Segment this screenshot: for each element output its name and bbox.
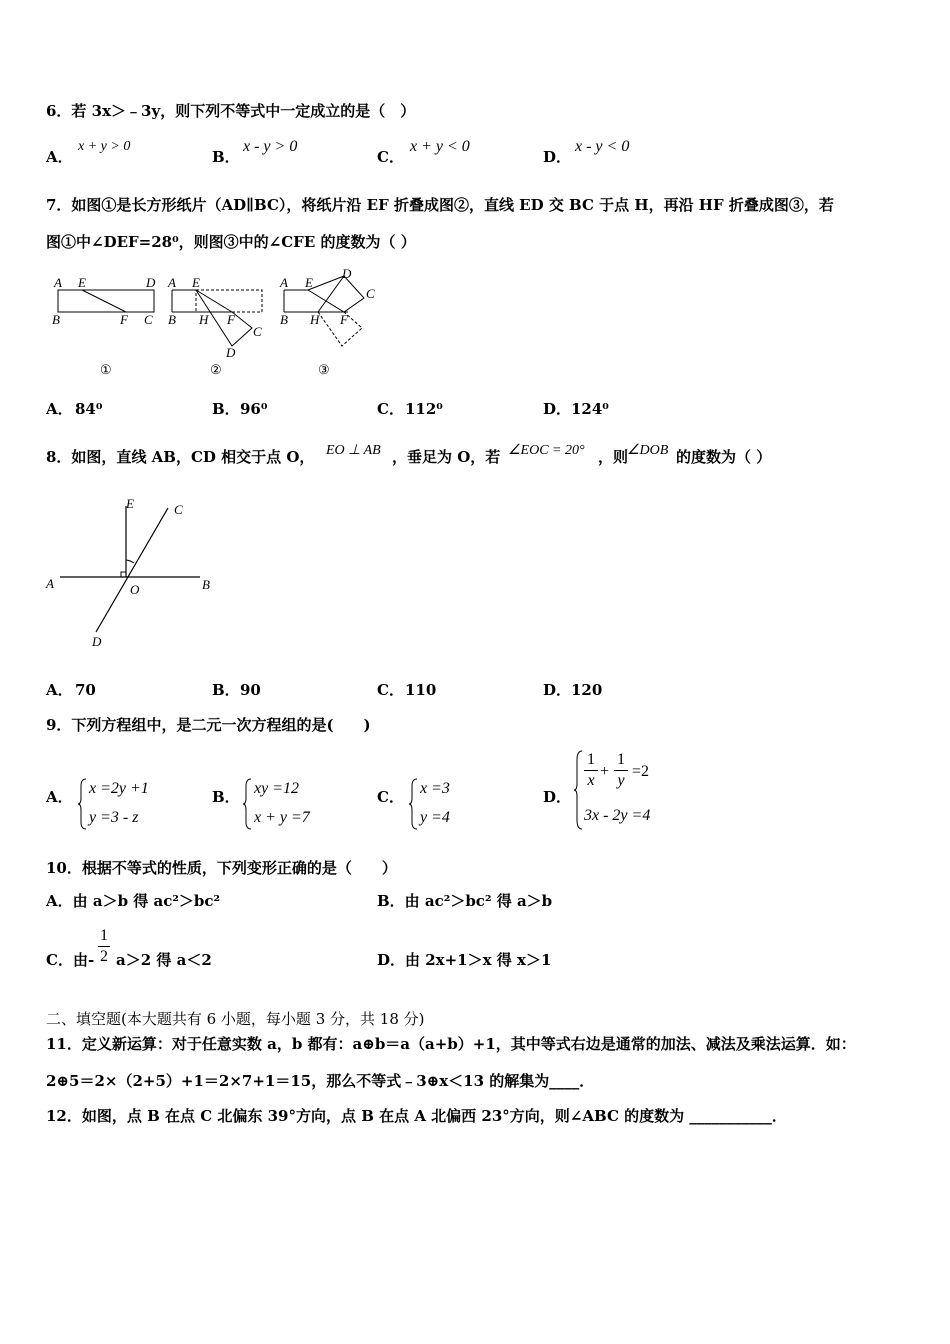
q10-option-b: B．由 ac²＞bc² 得 a＞b bbox=[377, 892, 553, 910]
q7-fig1-label-f: F bbox=[120, 312, 128, 327]
q7-fig3-label-d: D bbox=[342, 266, 352, 281]
q7-fig2-number: ② bbox=[210, 362, 222, 377]
q8-option-d-value: 120 bbox=[571, 681, 603, 699]
q7-fig1-number: ① bbox=[100, 362, 112, 377]
q7-fig3-label-b: B bbox=[280, 312, 288, 327]
q8-label-a: A bbox=[46, 576, 54, 591]
q8-stem-d: 的度数为（ ） bbox=[676, 448, 772, 466]
q7-fig2-label-e: E bbox=[192, 275, 200, 290]
q9-option-d-frac2 bbox=[614, 752, 628, 789]
q7-fig2-label-d: D bbox=[226, 345, 236, 360]
q7-figure bbox=[46, 266, 406, 380]
q8-figure bbox=[40, 492, 240, 662]
q8-label-e: E bbox=[126, 496, 134, 511]
q8-option-a-label: A． bbox=[46, 681, 73, 699]
q7-fig1-label-e: E bbox=[78, 275, 86, 290]
q9-option-d-frac1-den: x bbox=[587, 772, 595, 789]
q8-label-b: B bbox=[202, 577, 210, 592]
q9-option-b-brace bbox=[243, 778, 253, 830]
q9-option-d-frac1-num: 1 bbox=[587, 751, 595, 768]
q7-fig2-label-b: B bbox=[168, 312, 176, 327]
q6-option-d-expr: x - y < 0 bbox=[575, 138, 630, 155]
q8-expr-angle-eoc: ∠EOC = 20° bbox=[508, 443, 585, 458]
q7-option-c-label: C． bbox=[377, 400, 404, 418]
q7-fig3-label-f: F bbox=[340, 312, 348, 327]
q8-option-b-value: 90 bbox=[240, 681, 261, 699]
q9-option-a-brace bbox=[78, 778, 88, 830]
q8-label-c: C bbox=[174, 502, 183, 517]
q9-option-b-eq1: xy =12 bbox=[254, 780, 299, 797]
q7-stem-line1: 7．如图①是长方形纸片（AD∥BC），将纸片沿 EF 折叠成图②，直线 ED 交 BC 于点 H，再沿 HF 折叠成图③，若 bbox=[46, 196, 834, 214]
q7-fig2-label-a: A bbox=[168, 275, 176, 290]
q9-stem: 9．下列方程组中，是二元一次方程组的是( ) bbox=[46, 716, 371, 734]
q6-option-b-label: B． bbox=[212, 148, 240, 166]
q11-line1: 11．定义新运算：对于任意实数 a，b 都有：a⊕b＝a（a+b）+1，其中等式右边是通常的加法、减法及乘法运算．如： bbox=[46, 1035, 856, 1053]
q7-fig3-label-h: H bbox=[310, 312, 320, 327]
q9-option-d-eq2: 3x - 2y =4 bbox=[584, 807, 651, 824]
q7-fig1-label-a: A bbox=[54, 275, 62, 290]
q8-stem-b: ，垂足为 O，若 bbox=[392, 448, 501, 466]
q7-fig1-label-d: D bbox=[146, 275, 156, 290]
q8-option-d-label: D． bbox=[543, 681, 572, 699]
q7-fig3-label-a: A bbox=[280, 275, 288, 290]
q9-option-d-brace bbox=[574, 750, 584, 830]
q7-stem-line2: 图①中∠DEF=28⁰，则图③中的∠CFE 的度数为（ ） bbox=[46, 233, 416, 251]
q11-line2: 2⊕5＝2×（2+5）+1＝2×7+1＝15，那么不等式﹣3⊕x＜13 的解集为____． bbox=[46, 1072, 595, 1090]
q8-option-b-label: B． bbox=[212, 681, 240, 699]
q9-option-b-label: B． bbox=[212, 788, 240, 806]
q10-stem: 10．根据不等式的性质，下列变形正确的是（ ） bbox=[46, 859, 397, 877]
q7-fig1-label-b: B bbox=[52, 312, 60, 327]
q9-option-a-eq1: x =2y +1 bbox=[89, 780, 149, 797]
q7-option-a-value: 84⁰ bbox=[75, 400, 103, 418]
q9-option-d-plus: + bbox=[600, 763, 610, 780]
q7-option-a-label: A． bbox=[46, 400, 73, 418]
q6-stem: 6．若 3x＞﹣3y，则下列不等式中一定成立的是（ ） bbox=[46, 102, 416, 120]
q8-stem-c: ，则 bbox=[598, 448, 629, 466]
q7-fig1-label-c: C bbox=[144, 312, 153, 327]
q7-fig2-label-h: H bbox=[199, 312, 209, 327]
q7-fig2-label-f: F bbox=[227, 312, 235, 327]
q8-expr-eo-perp-ab: EO ⊥ AB bbox=[326, 443, 381, 458]
q7-option-b-value: 96⁰ bbox=[240, 400, 268, 418]
q10-option-c-post: a＞2 得 a＜2 bbox=[116, 951, 212, 969]
q7-option-d-value: 124⁰ bbox=[571, 400, 609, 418]
q7-option-c-value: 112⁰ bbox=[405, 400, 443, 418]
q10-option-c-den: 2 bbox=[100, 948, 108, 965]
q6-option-c-label: C． bbox=[377, 148, 404, 166]
q9-option-b-eq2: x + y =7 bbox=[254, 809, 310, 826]
q9-option-c-eq1: x =3 bbox=[420, 780, 450, 797]
q9-option-d-label: D． bbox=[543, 788, 572, 806]
q6-option-c-expr: x + y < 0 bbox=[410, 138, 470, 155]
q7-fig3-label-c: C bbox=[366, 286, 375, 301]
q9-option-d-frac1 bbox=[584, 752, 598, 789]
section2-title: 二、填空题(本大题共有 6 小题，每小题 3 分，共 18 分) bbox=[46, 1010, 425, 1028]
q10-option-c-pre: C．由- bbox=[46, 951, 95, 969]
q12-line1: 12．如图，点 B 在点 C 北偏东 39°方向，点 B 在点 A 北偏西 23°方向，则∠ABC 的度数为 ___________． bbox=[46, 1107, 787, 1125]
q8-option-a-value: 70 bbox=[75, 681, 96, 699]
q6-option-b-expr: x - y > 0 bbox=[243, 138, 298, 155]
q8-option-c-value: 110 bbox=[405, 681, 437, 699]
q8-option-c-label: C． bbox=[377, 681, 404, 699]
q7-option-d-label: D． bbox=[543, 400, 572, 418]
q9-option-c-eq2: y =4 bbox=[420, 809, 450, 826]
q8-stem-a: 8．如图，直线 AB，CD 相交于点 O， bbox=[46, 448, 315, 466]
q7-fig3-label-e: E bbox=[305, 275, 313, 290]
q10-option-c-frac bbox=[98, 928, 110, 965]
q9-option-d-eq1-rhs: =2 bbox=[632, 763, 650, 780]
q9-option-a-eq2: y =3 - z bbox=[89, 809, 139, 826]
q7-fig3-number: ③ bbox=[318, 362, 330, 377]
q8-label-o: O bbox=[130, 582, 140, 597]
q6-option-a-label: A． bbox=[46, 148, 73, 166]
q7-fig2-label-c: C bbox=[253, 324, 262, 339]
q10-option-a: A．由 a＞b 得 ac²＞bc² bbox=[46, 892, 221, 910]
q9-option-d-frac2-den: y bbox=[617, 772, 625, 789]
q8-label-d: D bbox=[92, 634, 102, 649]
q10-option-c-num: 1 bbox=[100, 927, 108, 944]
q7-option-b-label: B． bbox=[212, 400, 240, 418]
q9-option-a-label: A． bbox=[46, 788, 73, 806]
q10-option-d: D．由 2x+1＞x 得 x＞1 bbox=[377, 951, 552, 969]
q9-option-d-frac2-num: 1 bbox=[617, 751, 625, 768]
q9-option-c-label: C． bbox=[377, 788, 404, 806]
q6-option-a-expr: x + y > 0 bbox=[78, 139, 131, 154]
q6-option-d-label: D． bbox=[543, 148, 572, 166]
q9-option-c-brace bbox=[409, 778, 419, 830]
q8-expr-angle-dob: ∠DOB bbox=[627, 443, 669, 458]
